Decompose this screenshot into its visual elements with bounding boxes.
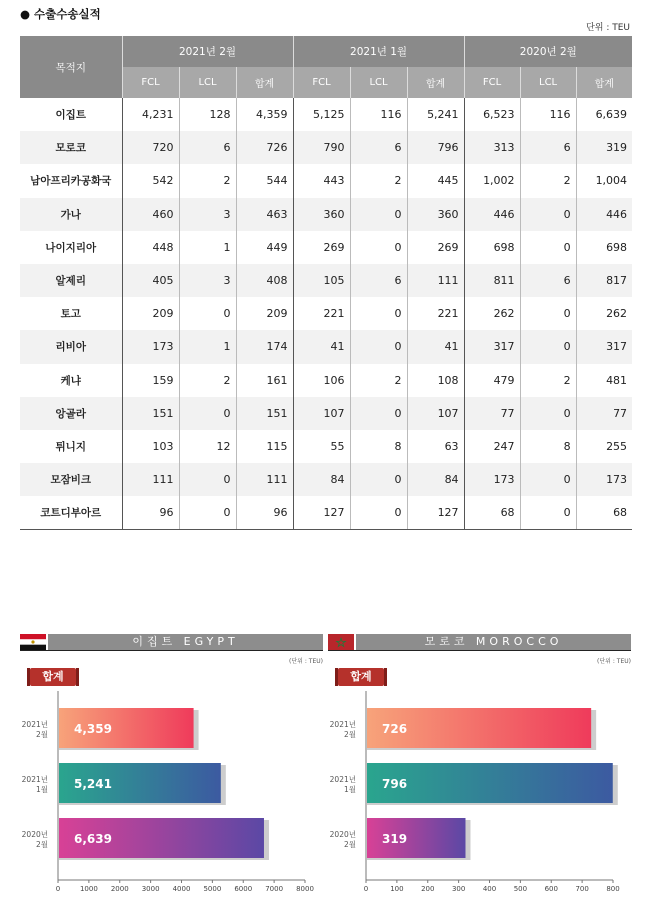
period-header: 2021년 1월 [293, 36, 464, 67]
x-tick-label: 500 [513, 885, 528, 893]
destination-cell: 알제리 [20, 264, 122, 297]
unit-label: 단위 : TEU [586, 23, 630, 33]
lcl-cell: 0 [520, 463, 576, 496]
fcl-cell: 313 [464, 131, 520, 164]
total-cell: 796 [407, 131, 464, 164]
destination-cell: 이집트 [55, 109, 86, 122]
total-cell: 6,639 [576, 98, 632, 131]
lcl-cell: 6 [350, 264, 407, 297]
lcl-cell: 0 [350, 496, 407, 530]
fcl-cell: 106 [293, 364, 350, 397]
x-tick-label: 1000 [79, 885, 98, 893]
x-tick-label: 8000 [296, 885, 314, 893]
fcl-cell: 173 [464, 463, 520, 496]
table-row [20, 463, 632, 496]
fcl-cell: 460 [122, 198, 179, 231]
fcl-cell: 77 [464, 397, 520, 430]
total-tag: 합계 [30, 668, 76, 686]
x-tick-label: 0 [55, 885, 61, 893]
destination-cell: 가나 [20, 198, 122, 231]
table-row [20, 231, 632, 264]
fcl-cell: 127 [293, 496, 350, 530]
fcl-cell: 151 [122, 397, 179, 430]
total-cell: 5,241 [407, 98, 464, 131]
morocco-bar-chart [328, 631, 631, 899]
table-row [20, 131, 632, 164]
fcl-cell: 221 [293, 297, 350, 330]
fcl-header: FCL [293, 67, 350, 98]
lcl-cell: 0 [520, 397, 576, 430]
fcl-cell: 173 [122, 330, 179, 363]
lcl-cell: 3 [179, 264, 236, 297]
fcl-cell: 443 [293, 164, 350, 197]
destination-cell: 케냐 [60, 374, 81, 387]
fcl-cell: 209 [122, 297, 179, 330]
category-label: 2021년 [21, 775, 48, 784]
table-body [20, 98, 632, 530]
total-cell: 269 [407, 231, 464, 264]
destination-cell: 남아프리카공화국 [30, 175, 112, 188]
lcl-cell: 2 [179, 164, 236, 197]
total-cell: 817 [576, 264, 632, 297]
destination-cell: 앙골라 [20, 397, 122, 430]
total-cell: 63 [407, 430, 464, 463]
lcl-cell: 2 [179, 364, 236, 397]
lcl-header: LCL [179, 67, 236, 98]
total-cell: 151 [236, 397, 293, 430]
lcl-cell: 0 [179, 496, 236, 530]
total-cell: 111 [407, 264, 464, 297]
total-cell: 1,004 [576, 164, 632, 197]
category-label: 2021년 [329, 720, 356, 729]
total-header: 합계 [407, 67, 464, 98]
fcl-cell: 247 [464, 430, 520, 463]
lcl-cell: 0 [179, 397, 236, 430]
bar-value-label: 796 [382, 777, 408, 791]
lcl-cell: 2 [350, 164, 407, 197]
category-label: 2021년 [329, 775, 356, 784]
destination-cell: 모로코 [20, 131, 122, 164]
category-label: 2020년 [21, 830, 48, 839]
bar-value-label: 4,359 [74, 722, 112, 736]
total-cell: 698 [576, 231, 632, 264]
total-cell: 544 [236, 164, 293, 197]
fcl-cell: 4,231 [122, 98, 179, 131]
total-cell: 161 [236, 364, 293, 397]
fcl-cell: 698 [464, 231, 520, 264]
category-label: 2월 [343, 840, 356, 849]
total-cell: 173 [576, 463, 632, 496]
category-label: 2월 [35, 840, 48, 849]
lcl-cell: 0 [350, 397, 407, 430]
table-row [20, 198, 632, 231]
total-cell: 726 [236, 131, 293, 164]
lcl-cell: 2 [520, 164, 576, 197]
fcl-cell: 269 [293, 231, 350, 264]
fcl-cell: 5,125 [293, 98, 350, 131]
total-header: 합계 [236, 67, 293, 98]
destination-cell: 나이지리아 [45, 241, 97, 254]
fcl-cell: 41 [293, 330, 350, 363]
x-tick-label: 200 [421, 885, 435, 893]
panel-title: 이집트 EGYPT [48, 634, 323, 650]
total-cell: 108 [407, 364, 464, 397]
lcl-cell: 3 [179, 198, 236, 231]
lcl-cell: 116 [520, 98, 576, 131]
table-row [20, 98, 632, 131]
total-cell: 221 [407, 297, 464, 330]
total-cell: 68 [576, 496, 632, 530]
category-label: 2021년 [21, 720, 48, 729]
egypt-bar-chart [20, 631, 323, 899]
fcl-cell: 448 [122, 231, 179, 264]
x-tick-label: 100 [390, 885, 404, 893]
total-cell: 445 [407, 164, 464, 197]
lcl-cell: 6 [179, 131, 236, 164]
fcl-cell: 790 [293, 131, 350, 164]
total-cell: 115 [236, 430, 293, 463]
table-row [20, 397, 632, 430]
panel-unit: (단위 : TEU) [597, 658, 631, 665]
x-tick-label: 400 [482, 885, 497, 893]
table-row [20, 164, 632, 197]
total-cell: 463 [236, 198, 293, 231]
x-tick-label: 4000 [172, 885, 191, 893]
lcl-cell: 2 [350, 364, 407, 397]
fcl-cell: 720 [122, 131, 179, 164]
fcl-cell: 542 [122, 164, 179, 197]
fcl-cell: 446 [464, 198, 520, 231]
morocco-panel [328, 631, 631, 899]
table-row [20, 297, 632, 330]
lcl-cell: 2 [520, 364, 576, 397]
total-cell: 408 [236, 264, 293, 297]
total-cell: 96 [236, 496, 293, 530]
fcl-cell: 68 [464, 496, 520, 530]
bar-value-label: 5,241 [74, 777, 112, 791]
lcl-cell: 128 [179, 98, 236, 131]
lcl-cell: 12 [179, 430, 236, 463]
lcl-cell: 0 [520, 496, 576, 530]
panel-title: 모로코 MOROCCO [356, 634, 631, 650]
lcl-cell: 8 [350, 430, 407, 463]
x-tick-label: 6000 [234, 885, 253, 893]
fcl-header: FCL [122, 67, 179, 98]
table-row [20, 496, 632, 530]
lcl-cell: 8 [520, 430, 576, 463]
total-cell: 360 [407, 198, 464, 231]
period-header: 2020년 2월 [464, 36, 632, 67]
fcl-cell: 262 [464, 297, 520, 330]
category-label: 1월 [35, 785, 48, 794]
total-cell: 446 [576, 198, 632, 231]
destination-cell: 튀니지 [55, 440, 86, 453]
x-tick-label: 5000 [203, 885, 222, 893]
dest-header: 목적지 [20, 36, 122, 98]
table-row [20, 330, 632, 363]
lcl-cell: 0 [350, 198, 407, 231]
destination-cell: 코트디부아르 [20, 496, 122, 530]
table-row [20, 430, 632, 463]
category-label: 2020년 [329, 830, 356, 839]
lcl-cell: 0 [350, 463, 407, 496]
fcl-cell: 479 [464, 364, 520, 397]
x-tick-label: 0 [363, 885, 369, 893]
bar-value-label: 726 [382, 722, 408, 736]
table-row [20, 364, 632, 397]
lcl-cell: 0 [350, 297, 407, 330]
fcl-cell: 96 [122, 496, 179, 530]
lcl-cell: 0 [179, 463, 236, 496]
lcl-cell: 1 [179, 231, 236, 264]
fcl-cell: 55 [293, 430, 350, 463]
fcl-cell: 111 [122, 463, 179, 496]
export-table [20, 36, 632, 530]
fcl-cell: 1,002 [464, 164, 520, 197]
lcl-cell: 1 [179, 330, 236, 363]
total-cell: 449 [236, 231, 293, 264]
total-cell: 262 [576, 297, 632, 330]
destination-cell: 리비아 [20, 330, 122, 363]
lcl-cell: 0 [350, 330, 407, 363]
total-cell: 4,359 [236, 98, 293, 131]
lcl-cell: 0 [520, 330, 576, 363]
total-cell: 107 [407, 397, 464, 430]
total-tag: 합계 [338, 668, 384, 686]
fcl-cell: 6,523 [464, 98, 520, 131]
fcl-cell: 84 [293, 463, 350, 496]
x-tick-label: 600 [544, 885, 558, 893]
fcl-cell: 317 [464, 330, 520, 363]
panel-unit: (단위 : TEU) [289, 658, 323, 665]
bar-value-label: 319 [382, 832, 408, 846]
fcl-header: FCL [464, 67, 520, 98]
total-header: 합계 [576, 67, 632, 98]
total-cell: 111 [236, 463, 293, 496]
total-cell: 255 [576, 430, 632, 463]
category-label: 2월 [35, 730, 48, 739]
fcl-cell: 360 [293, 198, 350, 231]
lcl-header: LCL [350, 67, 407, 98]
total-cell: 317 [576, 330, 632, 363]
total-cell: 77 [576, 397, 632, 430]
fcl-cell: 103 [122, 430, 179, 463]
fcl-cell: 405 [122, 264, 179, 297]
fcl-cell: 811 [464, 264, 520, 297]
destination-cell: 토고 [60, 308, 81, 321]
lcl-cell: 0 [179, 297, 236, 330]
egypt-panel [20, 631, 323, 899]
total-cell: 209 [236, 297, 293, 330]
lcl-cell: 0 [520, 297, 576, 330]
lcl-cell: 6 [520, 131, 576, 164]
lcl-cell: 0 [520, 198, 576, 231]
category-label: 2월 [343, 730, 356, 739]
total-cell: 127 [407, 496, 464, 530]
total-cell: 481 [576, 364, 632, 397]
fcl-cell: 159 [122, 364, 179, 397]
lcl-cell: 6 [520, 264, 576, 297]
destination-cell: 모잠비크 [20, 463, 122, 496]
lcl-cell: 0 [520, 231, 576, 264]
x-tick-label: 700 [575, 885, 589, 893]
category-label: 1월 [343, 785, 356, 794]
table-row [20, 264, 632, 297]
lcl-cell: 0 [350, 231, 407, 264]
x-tick-label: 800 [606, 885, 620, 893]
x-tick-label: 2000 [110, 885, 129, 893]
x-tick-label: 3000 [141, 885, 160, 893]
lcl-cell: 6 [350, 131, 407, 164]
total-cell: 84 [407, 463, 464, 496]
lcl-cell: 116 [350, 98, 407, 131]
x-tick-label: 300 [451, 885, 466, 893]
total-cell: 174 [236, 330, 293, 363]
lcl-header: LCL [520, 67, 576, 98]
page-title: ● 수출수송실적 [20, 7, 101, 21]
fcl-cell: 107 [293, 397, 350, 430]
total-cell: 319 [576, 131, 632, 164]
period-header: 2021년 2월 [122, 36, 293, 67]
total-cell: 41 [407, 330, 464, 363]
bar-value-label: 6,639 [74, 832, 112, 846]
x-tick-label: 7000 [265, 885, 284, 893]
fcl-cell: 105 [293, 264, 350, 297]
